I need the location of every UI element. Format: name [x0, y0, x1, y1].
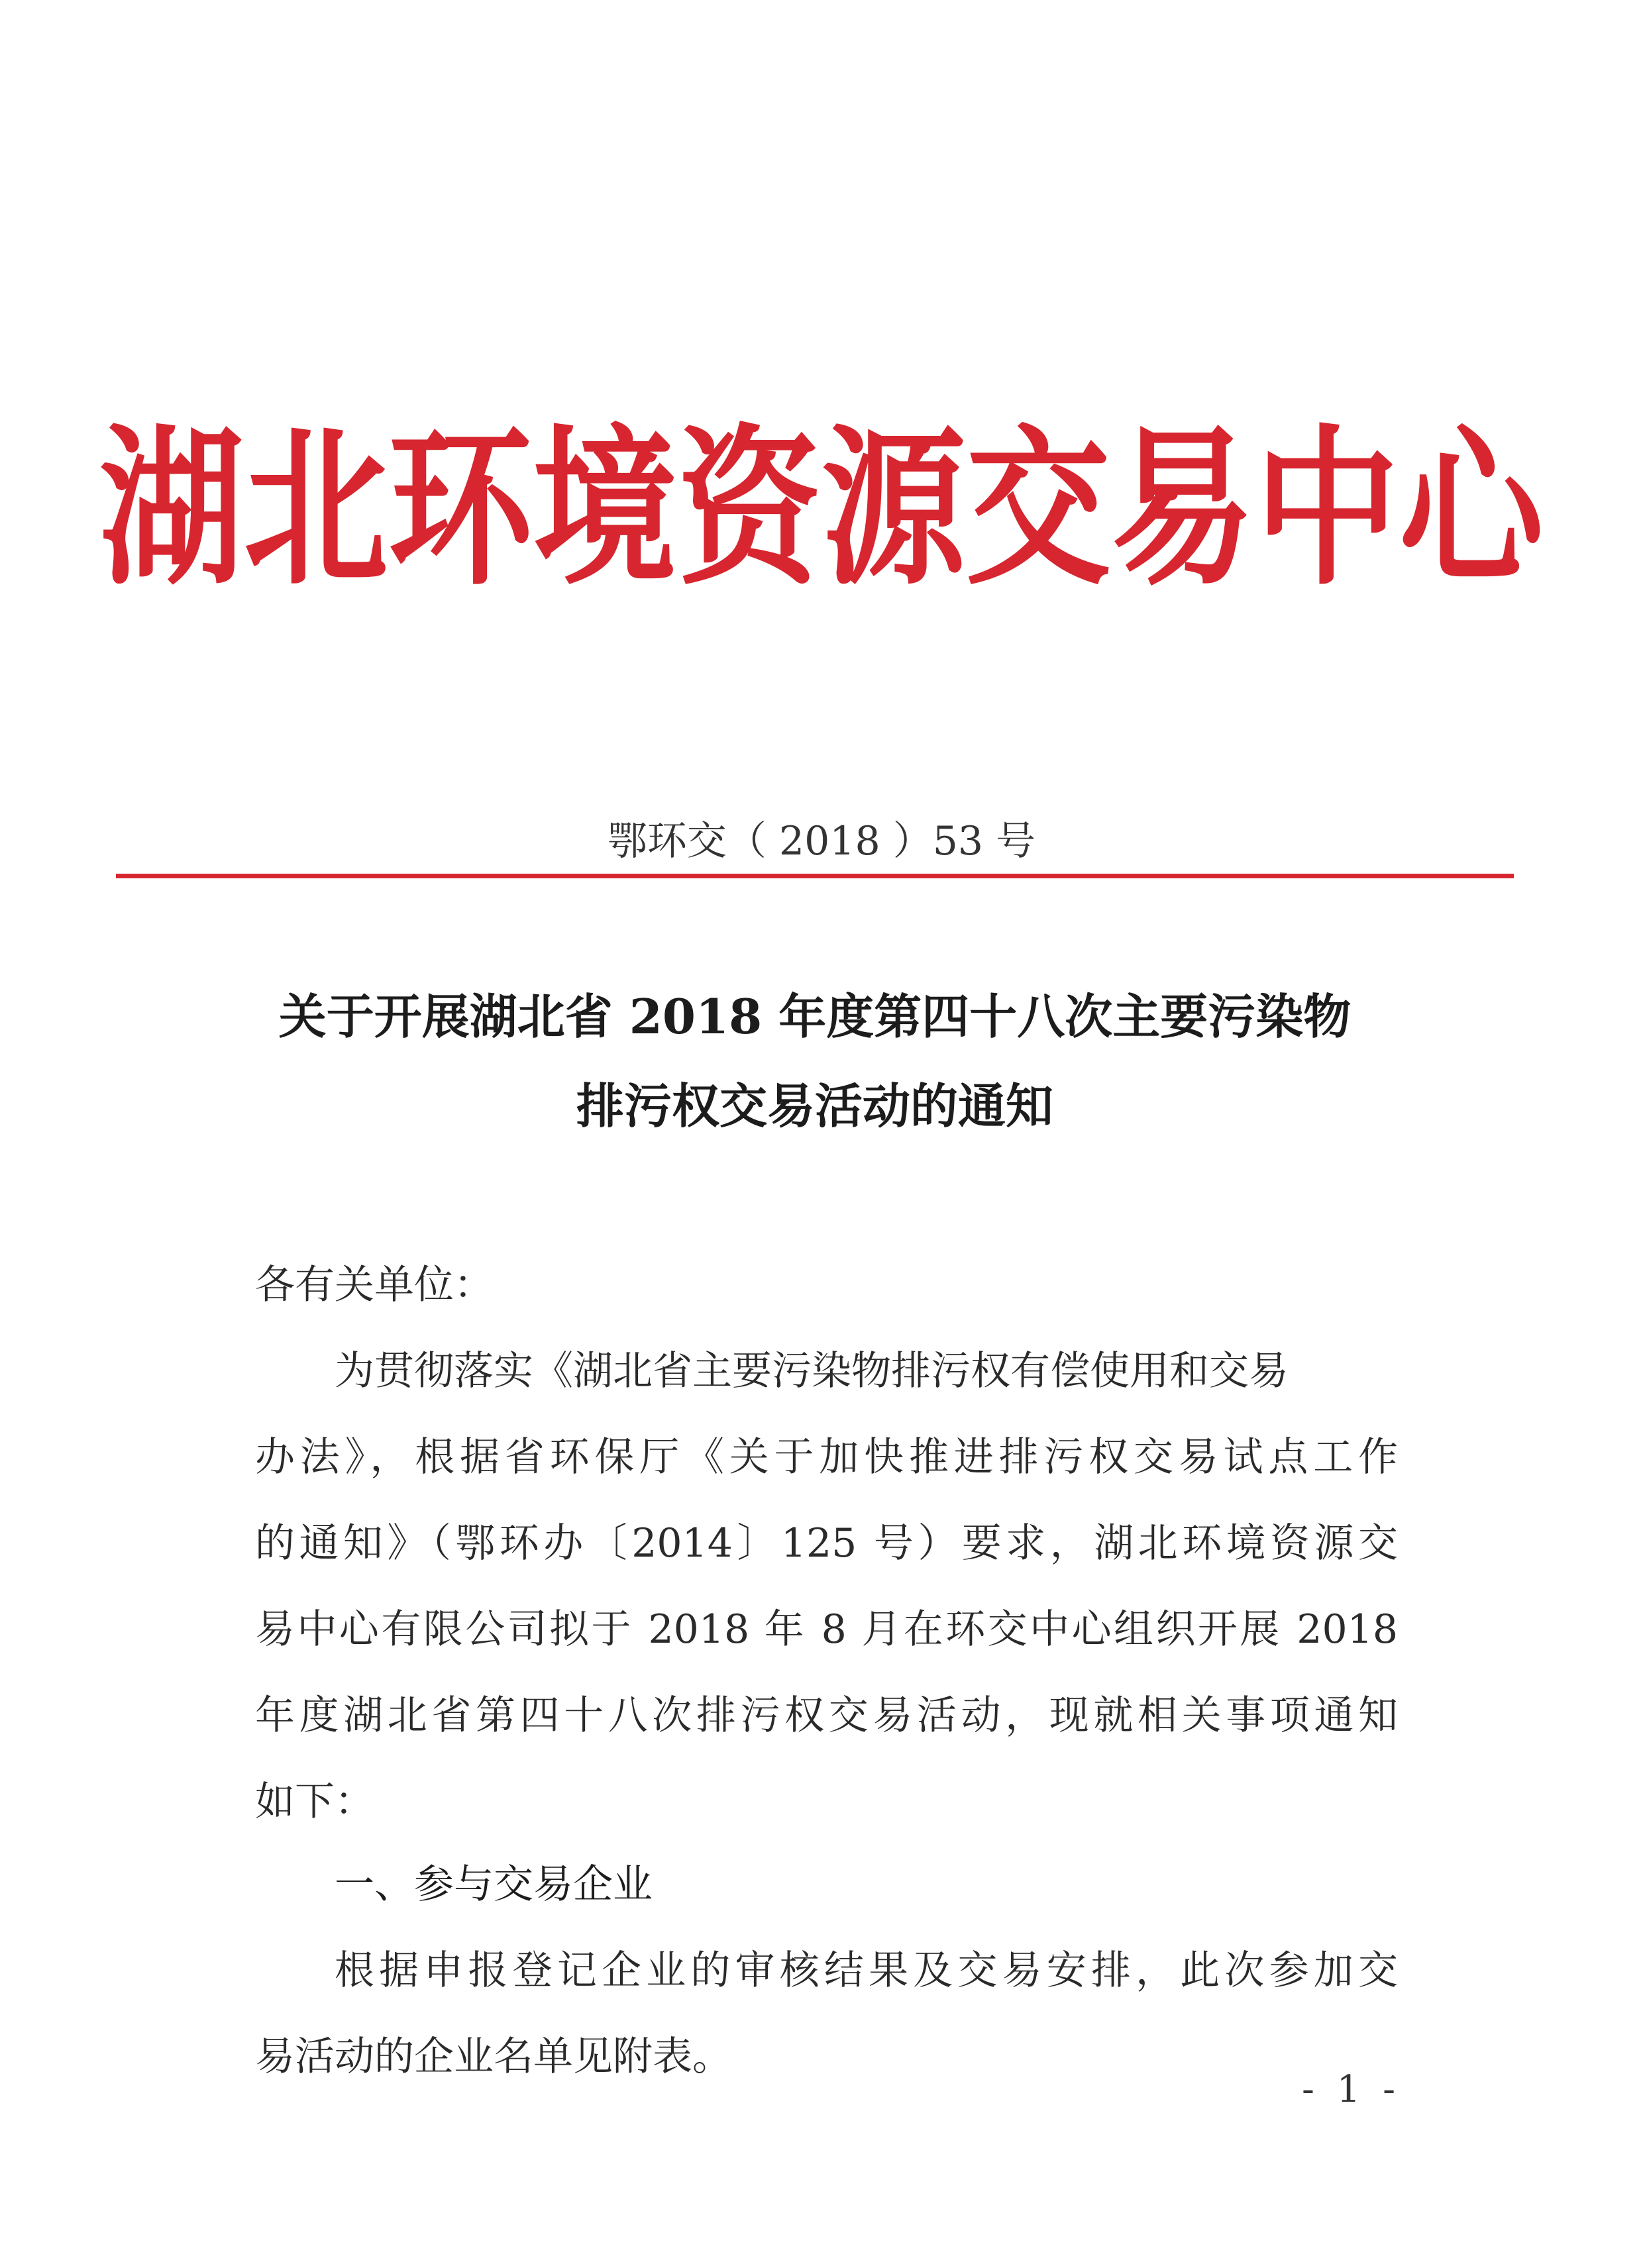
paragraph-1-line-2: 办法》，根据省环保厅《关于加快推进排污权交易试点工作	[255, 1434, 1398, 1480]
section-1-heading: 一、参与交易企业	[335, 1861, 653, 1908]
salutation: 各有关单位：	[255, 1262, 494, 1308]
paragraph-1-line-6: 如下：	[255, 1778, 374, 1825]
paragraph-1-line-3: 的通知》（鄂环办〔2014〕125 号）要求，湖北环境资源交	[255, 1520, 1398, 1567]
page-number: - 1 -	[1302, 2068, 1401, 2111]
paragraph-1-line-1: 为贯彻落实《湖北省主要污染物排污权有偿使用和交易	[335, 1348, 1289, 1394]
paragraph-1-line-5: 年度湖北省第四十八次排污权交易活动，现就相关事项通知	[255, 1692, 1398, 1739]
red-separator-line	[116, 874, 1514, 878]
paragraph-2-line-1: 根据申报登记企业的审核结果及交易安排，此次参加交	[335, 1947, 1398, 1994]
document-number: 鄂环交（ 2018 ）53 号	[607, 818, 1036, 864]
paragraph-1-line-4: 易中心有限公司拟于 2018 年 8 月在环交中心组织开展 2018	[255, 1606, 1398, 1653]
notice-title-line-1: 关于开展湖北省 2018 年度第四十八次主要污染物	[278, 988, 1352, 1045]
paragraph-2-line-2: 易活动的企业名单见附表。	[255, 2034, 732, 2080]
masthead-org-name: 湖北环境资源交易中心	[99, 411, 1544, 609]
notice-title-line-2: 排污权交易活动的通知	[576, 1078, 1053, 1134]
